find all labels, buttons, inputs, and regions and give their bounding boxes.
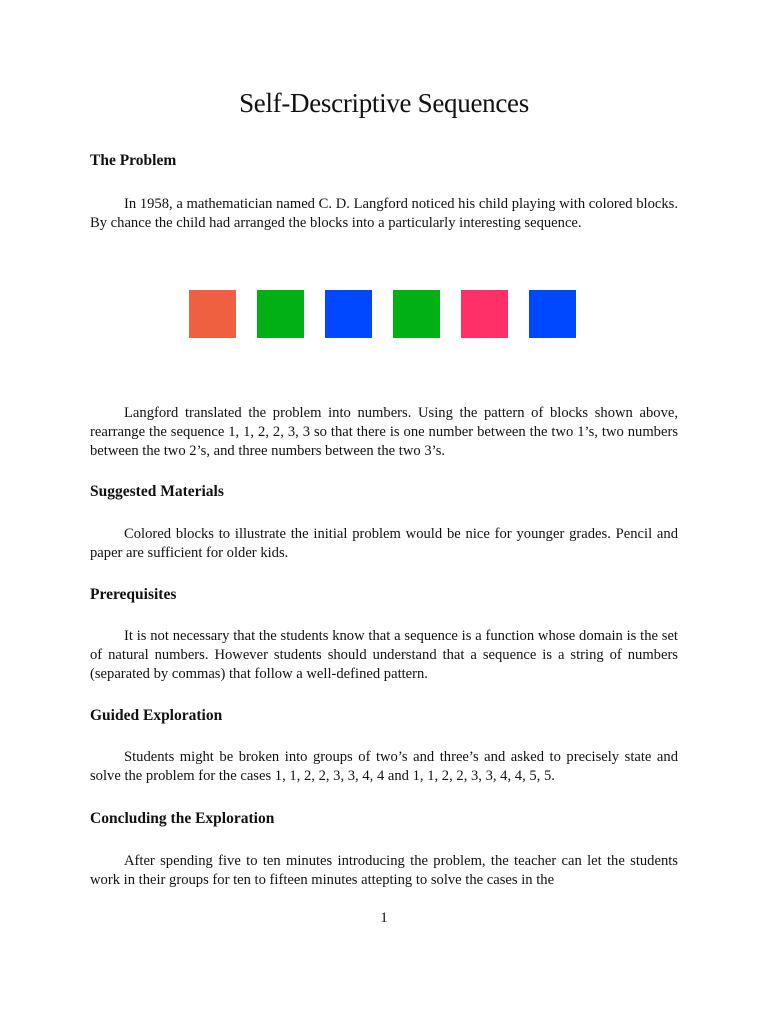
heading-prerequisites: Prerequisites (90, 586, 177, 603)
paragraph-guided-exploration: Students might be broken into groups of two’s and three’s and asked to precisely state and solve the problem for the cases 1, 1, 2, 2, 3, 3, 4, 4 and 1, 1, 2, 2, 3, 3, 4, 4, 5, 5. (90, 749, 678, 784)
paragraph-concluding-exploration: After spending five to ten minutes introducing the problem, the teacher can let the students work in their groups for ten to fifteen minutes attepting to solve the cases in the (90, 853, 678, 888)
paragraph-suggested-materials: Colored blocks to illustrate the initial problem would be nice for younger grades. Pencil and paper are sufficient for older kids. (90, 526, 678, 561)
colored-block (393, 290, 440, 338)
colored-block (461, 290, 508, 338)
colored-block (529, 290, 576, 338)
colored-block (325, 290, 372, 338)
paragraph-langford-translation: Langford translated the problem into numbers. Using the pattern of blocks shown above, rearrange the sequence 1, 1, 2, 2, 3, 3 so that there is one number between the two 1’s, two numbers between the two 2’s, and three numbers between the two 3’s. (90, 405, 678, 459)
document-title: Self-Descriptive Sequences (239, 88, 529, 118)
colored-blocks-figure (189, 290, 576, 338)
paragraph-the-problem: In 1958, a mathematician named C. D. Langford noticed his child playing with colored blocks. By chance the child had arranged the blocks into a particularly interesting sequence. (90, 196, 678, 231)
heading-concluding-exploration: Concluding the Exploration (90, 810, 275, 827)
page-number: 1 (380, 910, 388, 926)
heading-guided-exploration: Guided Exploration (90, 707, 223, 724)
heading-the-problem: The Problem (90, 152, 177, 169)
heading-suggested-materials: Suggested Materials (90, 483, 224, 500)
colored-block (257, 290, 304, 338)
paragraph-prerequisites: It is not necessary that the students know that a sequence is a function whose domain is the set of natural numbers. However students should understand that a sequence is a string of numbers (separated by commas) that follow a well-defined pattern. (90, 628, 678, 682)
colored-block (189, 290, 236, 338)
